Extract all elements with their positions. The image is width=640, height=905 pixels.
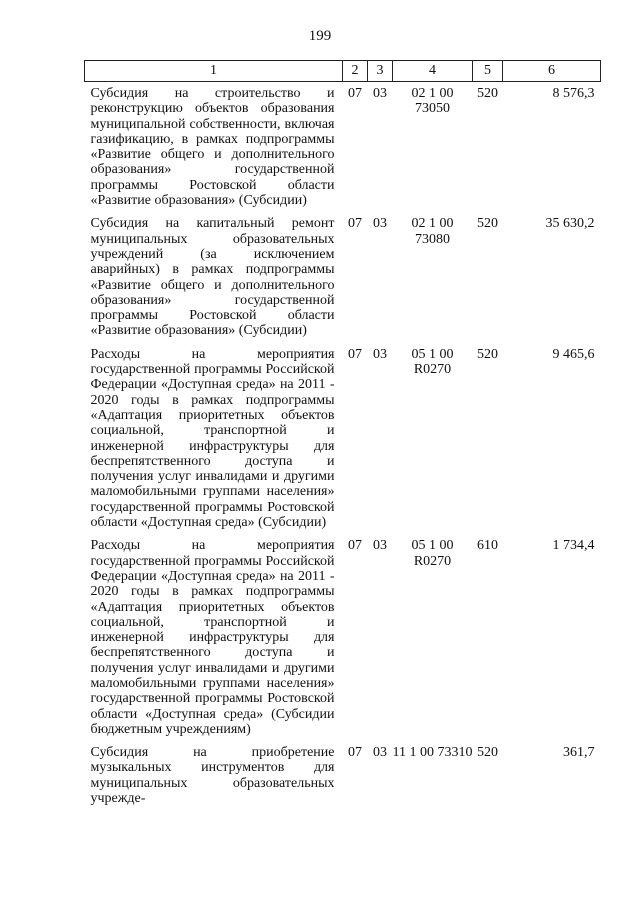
row-description: Субсидия на капитальный ремонт муниципальных образовательных учреждений (за исключением аварийных) в рамках подпрограммы «Развитие общего и дополнительного образования» государственной программы Ростовской области «Развитие образования» (Субсидии) bbox=[90, 216, 335, 339]
row-target-code: 02 1 00 73080 bbox=[411, 216, 454, 247]
row-section: 07 bbox=[348, 86, 362, 101]
row-target-code: 05 1 00 R0270 bbox=[411, 346, 454, 378]
row-subsection: 03 bbox=[373, 745, 387, 761]
row-section: 07 bbox=[348, 346, 362, 362]
row-target-code: 05 1 00 R0270 bbox=[411, 538, 454, 569]
header-cell-5: 5 bbox=[473, 61, 503, 82]
row-expense-type: 520 bbox=[477, 346, 498, 362]
table-row bbox=[85, 212, 601, 342]
row-subsection: 03 bbox=[373, 538, 387, 554]
row-description: Расходы на мероприятия государственной программы Российской Федерации «Доступная среда» на 2011 - 2020 годы в рамках подпрограммы «Адаптация приоритетных объектов социальной, транспортной и инженерной инфраструктуры для беспрепятственного доступа и получения услуг инвалидами и другими маломобильными группами населения» государственной программы Ростовской области «Доступная среда» (Субсидии бюджетным учреждениям) bbox=[90, 538, 335, 737]
row-amount: 8 576,3 bbox=[552, 86, 595, 101]
row-target-code: 02 1 00 73050 bbox=[411, 86, 454, 117]
row-description: Субсидия на приобретение музыкальных инструментов для муниципальных образовательных учрежде- bbox=[90, 745, 335, 807]
page-number: 199 bbox=[308, 28, 332, 44]
row-amount: 9 465,6 bbox=[552, 346, 595, 362]
header-cell-2: 2 bbox=[343, 61, 368, 82]
budget-table bbox=[84, 60, 601, 810]
row-expense-type: 520 bbox=[477, 745, 498, 761]
row-description: Расходы на мероприятия государственной программы Российской Федерации «Доступная среда» на 2011 - 2020 годы в рамках подпрограммы «Адаптация приоритетных объектов социальной, транспортной и инженерной инфраструктуры для беспрепятственного доступа и получения услуг инвалидами и другими маломобильными группами населения» государственной программы Ростовской области «Доступная среда» (Субсидии) bbox=[90, 346, 335, 531]
row-expense-type: 520 bbox=[477, 86, 498, 101]
row-subsection: 03 bbox=[373, 86, 387, 101]
table-row bbox=[85, 82, 601, 213]
table-row bbox=[85, 534, 601, 741]
row-expense-type: 520 bbox=[477, 216, 498, 232]
row-section: 07 bbox=[348, 216, 362, 232]
header-cell-4: 4 bbox=[393, 61, 473, 82]
row-description: Субсидия на строительство и реконструкцию объектов образования муниципальной собственности, включая газификацию, в рамках подпрограммы «Развитие общего и дополнительного образования» государственной программы Ростовской области «Развитие образования» (Субсидии) bbox=[90, 86, 335, 209]
row-subsection: 03 bbox=[373, 216, 387, 232]
row-target-code: 11 1 00 73310 bbox=[392, 745, 473, 761]
row-amount: 35 630,2 bbox=[545, 216, 595, 232]
table-row bbox=[85, 343, 601, 535]
header-cell-6: 6 bbox=[503, 61, 601, 82]
row-amount: 361,7 bbox=[563, 745, 595, 761]
table-row bbox=[85, 741, 601, 810]
header-cell-1: 1 bbox=[85, 61, 343, 82]
row-subsection: 03 bbox=[373, 346, 387, 362]
row-amount: 1 734,4 bbox=[552, 538, 595, 554]
row-section: 07 bbox=[348, 745, 362, 761]
header-row bbox=[85, 61, 601, 82]
header-cell-3: 3 bbox=[368, 61, 393, 82]
row-expense-type: 610 bbox=[477, 538, 498, 554]
row-section: 07 bbox=[348, 538, 362, 554]
